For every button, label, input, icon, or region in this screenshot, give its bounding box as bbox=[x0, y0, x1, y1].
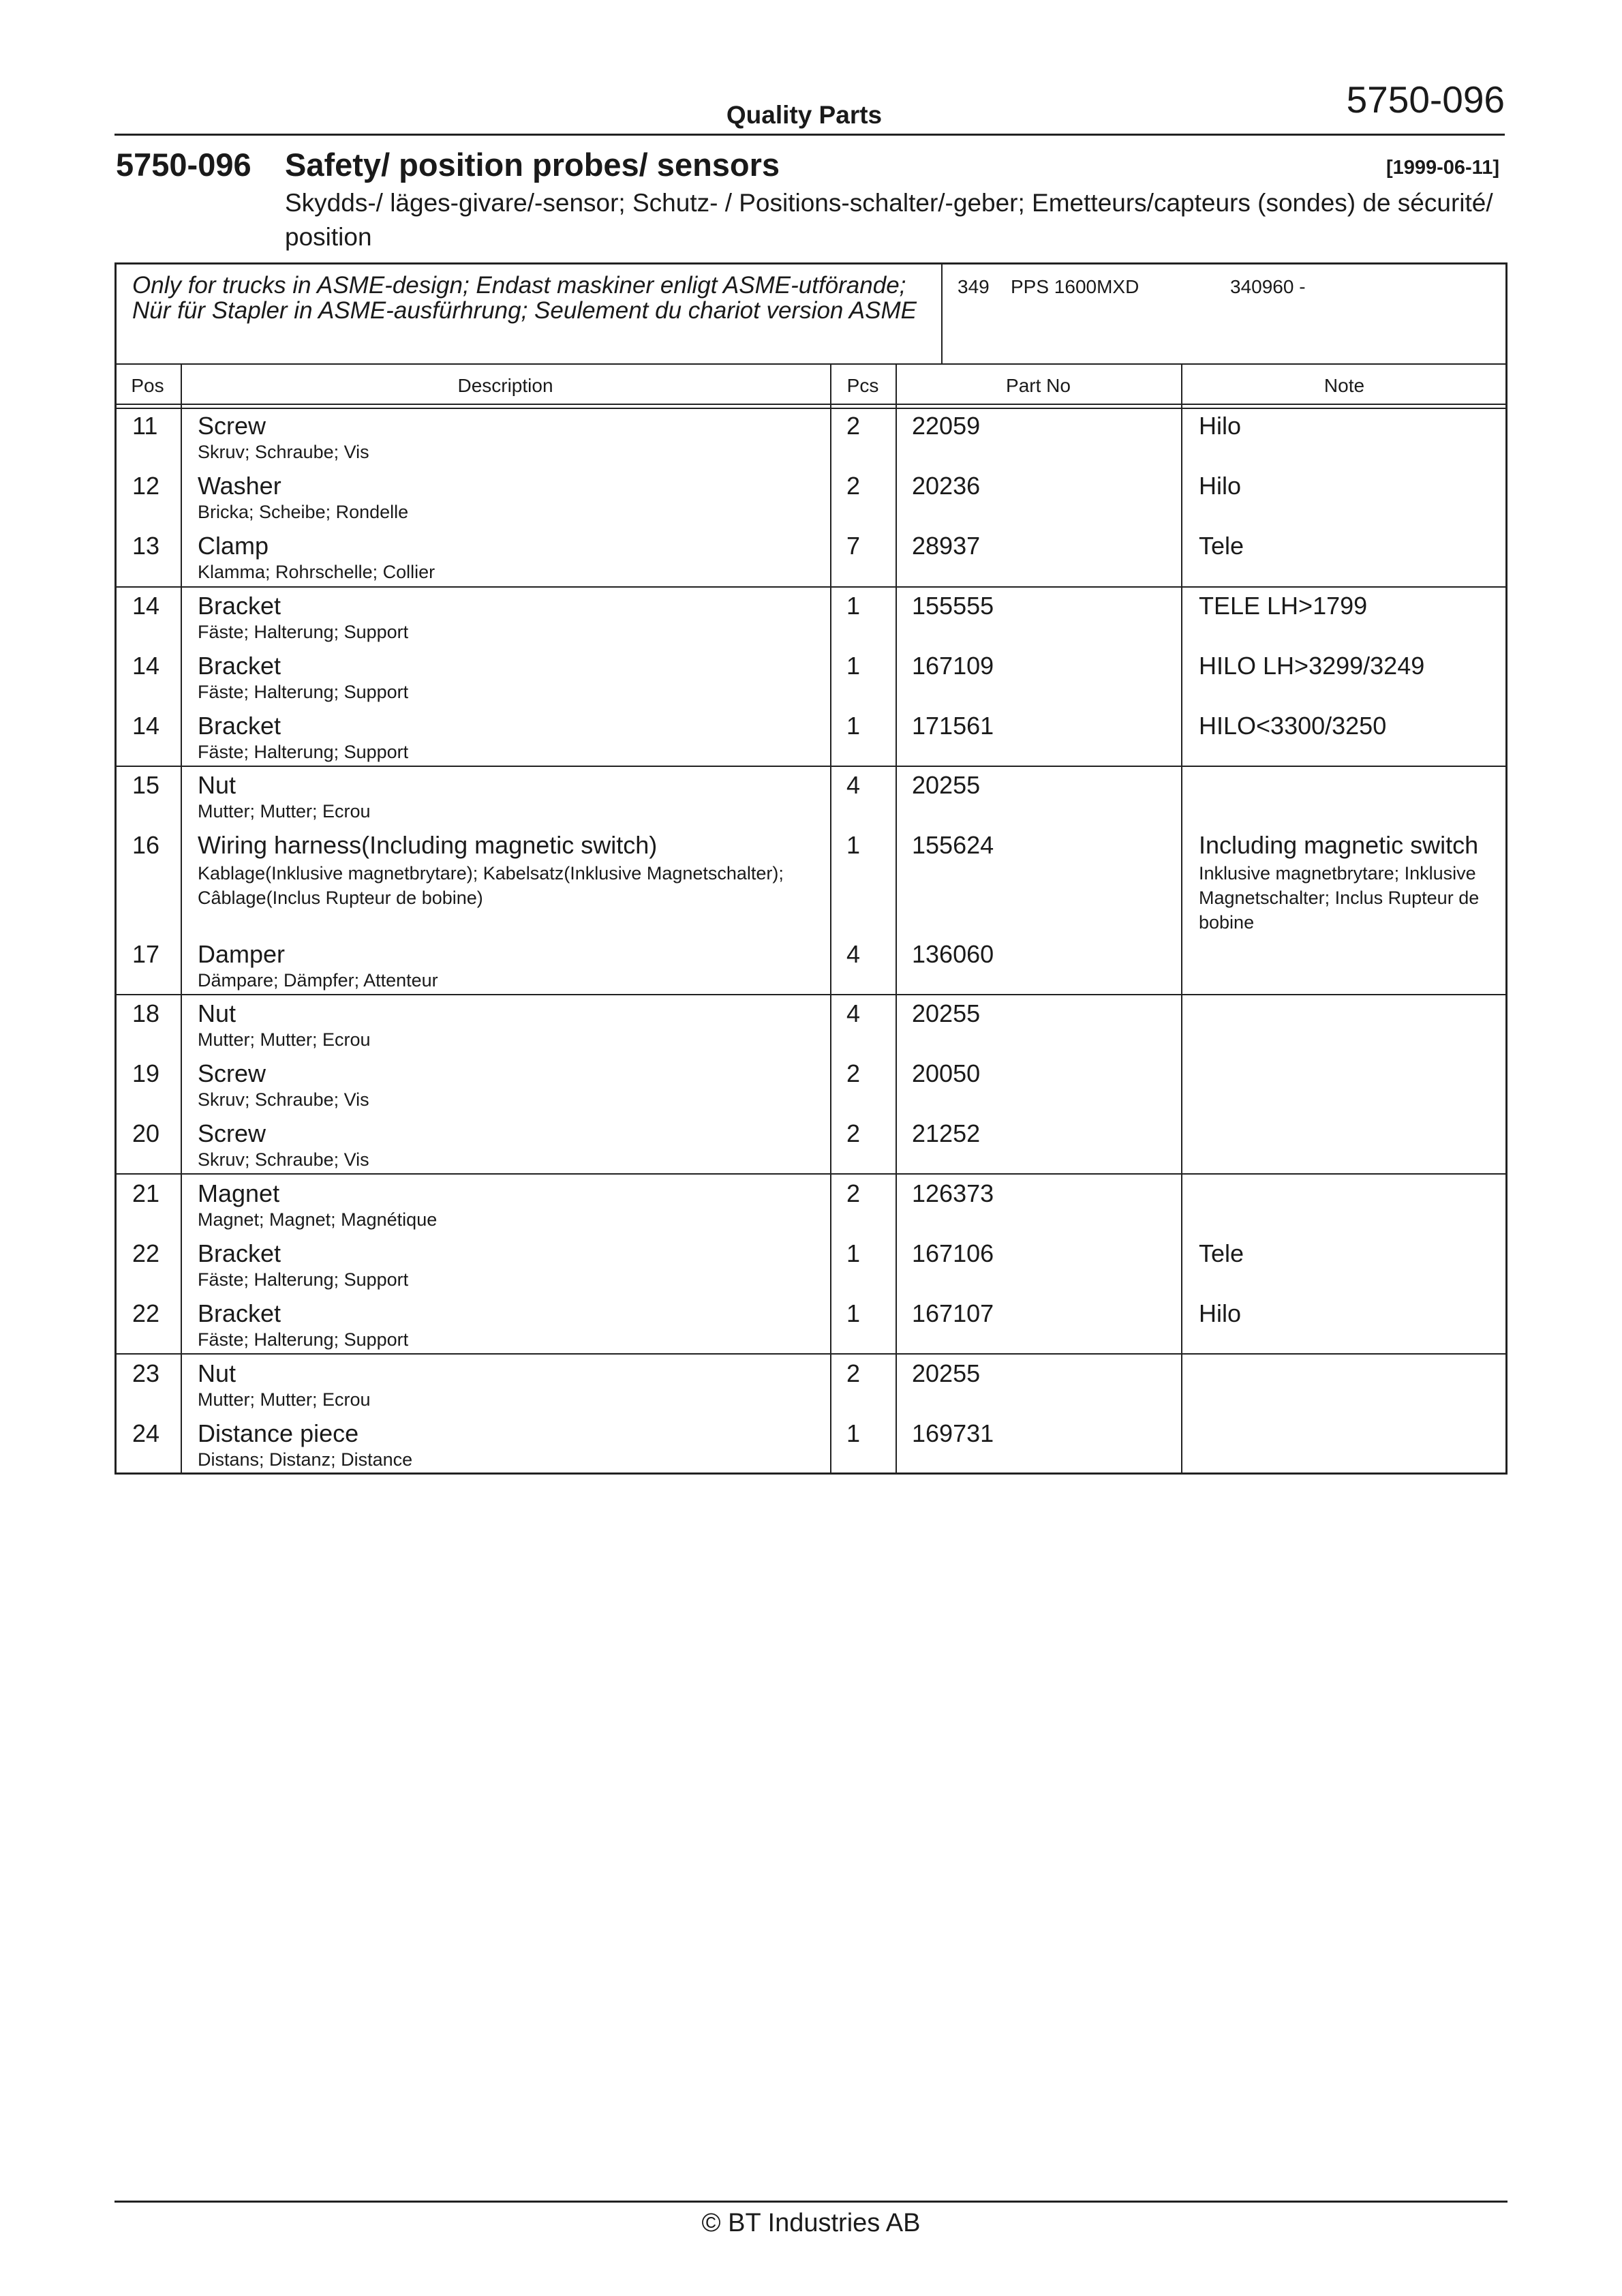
table-row bbox=[114, 709, 1508, 769]
applicability-divider bbox=[941, 262, 943, 365]
row-pos: 20 bbox=[132, 1119, 160, 1147]
row-pcs: 1 bbox=[846, 712, 861, 740]
row-description-translations: Mutter; Mutter; Ecrou bbox=[198, 1389, 371, 1410]
row-description: Bracket bbox=[198, 1299, 281, 1327]
row-pcs: 2 bbox=[846, 412, 861, 440]
column-header-description: Description bbox=[457, 375, 553, 396]
column-header-pos: Pos bbox=[131, 375, 164, 396]
row-description-translations: Fäste; Halterung; Support bbox=[198, 622, 409, 642]
row-description: Screw bbox=[198, 1119, 266, 1147]
row-pos: 14 bbox=[132, 592, 160, 620]
row-part-no: 126373 bbox=[912, 1179, 994, 1207]
row-pos: 23 bbox=[132, 1359, 160, 1387]
row-pcs: 2 bbox=[846, 1359, 861, 1387]
row-description: Nut bbox=[198, 1359, 236, 1387]
row-part-no: 20236 bbox=[912, 472, 981, 500]
section-title: Safety/ position probes/ sensors bbox=[285, 147, 780, 183]
row-note: Tele bbox=[1199, 532, 1244, 560]
row-description: Washer bbox=[198, 472, 281, 500]
row-description: Clamp bbox=[198, 532, 269, 560]
row-pos: 21 bbox=[132, 1179, 160, 1207]
row-part-no: 167107 bbox=[912, 1299, 994, 1327]
row-note: TELE LH>1799 bbox=[1199, 592, 1368, 620]
row-pos: 18 bbox=[132, 999, 160, 1027]
row-part-no: 20255 bbox=[912, 999, 981, 1027]
row-part-no: 20255 bbox=[912, 771, 981, 799]
row-part-no: 28937 bbox=[912, 532, 981, 560]
row-description: Magnet bbox=[198, 1179, 280, 1207]
row-pos: 22 bbox=[132, 1299, 160, 1327]
column-header-note: Note bbox=[1323, 375, 1365, 396]
header-row-bottom-rule bbox=[114, 404, 1508, 405]
table-row bbox=[114, 1177, 1508, 1237]
section-subtitle: Skydds-/ läges-givare/-sensor; Schutz- / Positions-schalter/-geber; Emetteurs/capteurs (sondes) de sécurité/ position bbox=[285, 189, 1493, 251]
row-part-no: 22059 bbox=[912, 412, 981, 440]
row-description-translations: Skruv; Schraube; Vis bbox=[198, 1089, 369, 1110]
row-pos: 24 bbox=[132, 1419, 160, 1447]
row-description: Bracket bbox=[198, 592, 281, 620]
row-pcs: 1 bbox=[846, 592, 861, 620]
row-pcs: 1 bbox=[846, 652, 861, 680]
document-number: 5750-096 bbox=[1346, 78, 1505, 121]
row-part-no: 155555 bbox=[912, 592, 994, 620]
row-description-translations: Fäste; Halterung; Support bbox=[198, 1269, 409, 1290]
table-row bbox=[114, 1357, 1508, 1417]
row-pos: 15 bbox=[132, 771, 160, 799]
row-pcs: 2 bbox=[846, 1059, 861, 1087]
row-note: Hilo bbox=[1199, 1299, 1242, 1327]
footer-divider bbox=[114, 2201, 1508, 2203]
row-description: Screw bbox=[198, 412, 266, 440]
row-description-translations: Kablage(Inklusive magnetbrytare); Kabelsatz(Inklusive Magnetschalter); Câblage(Inclus Rupteur de bobine) bbox=[198, 863, 784, 908]
row-part-no: 167109 bbox=[912, 652, 994, 680]
row-pos: 17 bbox=[132, 940, 160, 968]
table-row bbox=[114, 937, 1508, 997]
table-row bbox=[114, 1297, 1508, 1357]
row-pcs: 7 bbox=[846, 532, 861, 560]
applicability-note: Only for trucks in ASME-design; Endast maskiner enligt ASME-utförande; Nür für Stapler in ASME-ausfürhrung; Seulement du chariot version ASME bbox=[132, 272, 917, 324]
table-row bbox=[114, 828, 1508, 937]
row-pcs: 1 bbox=[846, 1419, 861, 1447]
row-part-no: 136060 bbox=[912, 940, 994, 968]
model-name: PPS 1600MXD bbox=[1011, 276, 1139, 297]
row-pcs: 4 bbox=[846, 771, 861, 799]
row-part-no: 21252 bbox=[912, 1119, 981, 1147]
row-pos: 16 bbox=[132, 831, 160, 859]
row-description-translations: Skruv; Schraube; Vis bbox=[198, 1149, 369, 1170]
serial-range: 340960 - bbox=[1230, 276, 1306, 297]
row-description-translations: Mutter; Mutter; Ecrou bbox=[198, 801, 371, 821]
row-part-no: 20050 bbox=[912, 1059, 981, 1087]
row-part-no: 167106 bbox=[912, 1239, 994, 1267]
column-header-part-no: Part No bbox=[1006, 375, 1071, 396]
row-description: Screw bbox=[198, 1059, 266, 1087]
row-pos: 12 bbox=[132, 472, 160, 500]
row-pos: 14 bbox=[132, 712, 160, 740]
row-description-translations: Skruv; Schraube; Vis bbox=[198, 442, 369, 462]
row-pcs: 1 bbox=[846, 1239, 861, 1267]
row-description-translations: Fäste; Halterung; Support bbox=[198, 742, 409, 762]
row-pcs: 1 bbox=[846, 831, 861, 859]
section-number: 5750-096 bbox=[116, 147, 251, 183]
row-note-translations: Inklusive magnetbrytare; Inklusive Magnetschalter; Inclus Rupteur de bobine bbox=[1199, 863, 1480, 933]
row-pos: 11 bbox=[132, 412, 158, 440]
table-row bbox=[114, 589, 1508, 649]
row-description: Nut bbox=[198, 771, 236, 799]
table-row bbox=[114, 469, 1508, 529]
table-row bbox=[114, 649, 1508, 709]
row-pos: 14 bbox=[132, 652, 160, 680]
row-part-no: 20255 bbox=[912, 1359, 981, 1387]
row-pos: 22 bbox=[132, 1239, 160, 1267]
row-note: HILO LH>3299/3249 bbox=[1199, 652, 1425, 680]
header-row-top-rule bbox=[114, 363, 1508, 365]
row-pcs: 1 bbox=[846, 1299, 861, 1327]
table-row bbox=[114, 529, 1508, 589]
model-info bbox=[958, 276, 1306, 363]
section-date: [1999-06-11] bbox=[1386, 157, 1499, 179]
row-description-translations: Mutter; Mutter; Ecrou bbox=[198, 1029, 371, 1050]
row-description-translations: Fäste; Halterung; Support bbox=[198, 682, 409, 702]
row-pcs: 2 bbox=[846, 1179, 861, 1207]
row-part-no: 171561 bbox=[912, 712, 994, 740]
row-description-translations: Fäste; Halterung; Support bbox=[198, 1329, 409, 1350]
row-pos: 19 bbox=[132, 1059, 160, 1087]
row-note: Hilo bbox=[1199, 472, 1242, 500]
row-note: Including magnetic switch bbox=[1199, 831, 1479, 859]
row-part-no: 155624 bbox=[912, 831, 994, 859]
row-description-translations: Magnet; Magnet; Magnétique bbox=[198, 1209, 438, 1230]
table-row bbox=[114, 1057, 1508, 1117]
row-description: Nut bbox=[198, 999, 236, 1027]
row-description: Bracket bbox=[198, 1239, 281, 1267]
row-description-translations: Bricka; Scheibe; Rondelle bbox=[198, 502, 409, 522]
row-note: HILO<3300/3250 bbox=[1199, 712, 1387, 740]
row-description: Bracket bbox=[198, 652, 281, 680]
row-pcs: 4 bbox=[846, 940, 861, 968]
copyright: © BT Industries AB bbox=[701, 2209, 921, 2237]
header-title: Quality Parts bbox=[726, 101, 883, 129]
row-pcs: 4 bbox=[846, 999, 861, 1027]
model-code: 349 bbox=[958, 276, 990, 297]
row-description: Distance piece bbox=[198, 1419, 359, 1447]
table-row bbox=[114, 1117, 1508, 1177]
row-pcs: 2 bbox=[846, 1119, 861, 1147]
row-description-translations: Klamma; Rohrschelle; Collier bbox=[198, 562, 435, 582]
row-note: Hilo bbox=[1199, 412, 1242, 440]
row-note: Tele bbox=[1199, 1239, 1244, 1267]
row-pos: 13 bbox=[132, 532, 160, 560]
row-description: Damper bbox=[198, 940, 286, 968]
table-row bbox=[114, 1417, 1508, 1477]
table-row bbox=[114, 768, 1508, 828]
row-pcs: 2 bbox=[846, 472, 861, 500]
row-part-no: 169731 bbox=[912, 1419, 994, 1447]
table-row bbox=[114, 1237, 1508, 1297]
column-header-pcs: Pcs bbox=[846, 375, 879, 396]
row-description-translations: Distans; Distanz; Distance bbox=[198, 1449, 413, 1470]
header-divider bbox=[114, 134, 1505, 136]
table-row bbox=[114, 409, 1508, 469]
row-description: Wiring harness(Including magnetic switch) bbox=[198, 831, 658, 859]
row-description-translations: Dämpare; Dämpfer; Attenteur bbox=[198, 970, 438, 991]
table-row bbox=[114, 997, 1508, 1057]
row-description: Bracket bbox=[198, 712, 281, 740]
